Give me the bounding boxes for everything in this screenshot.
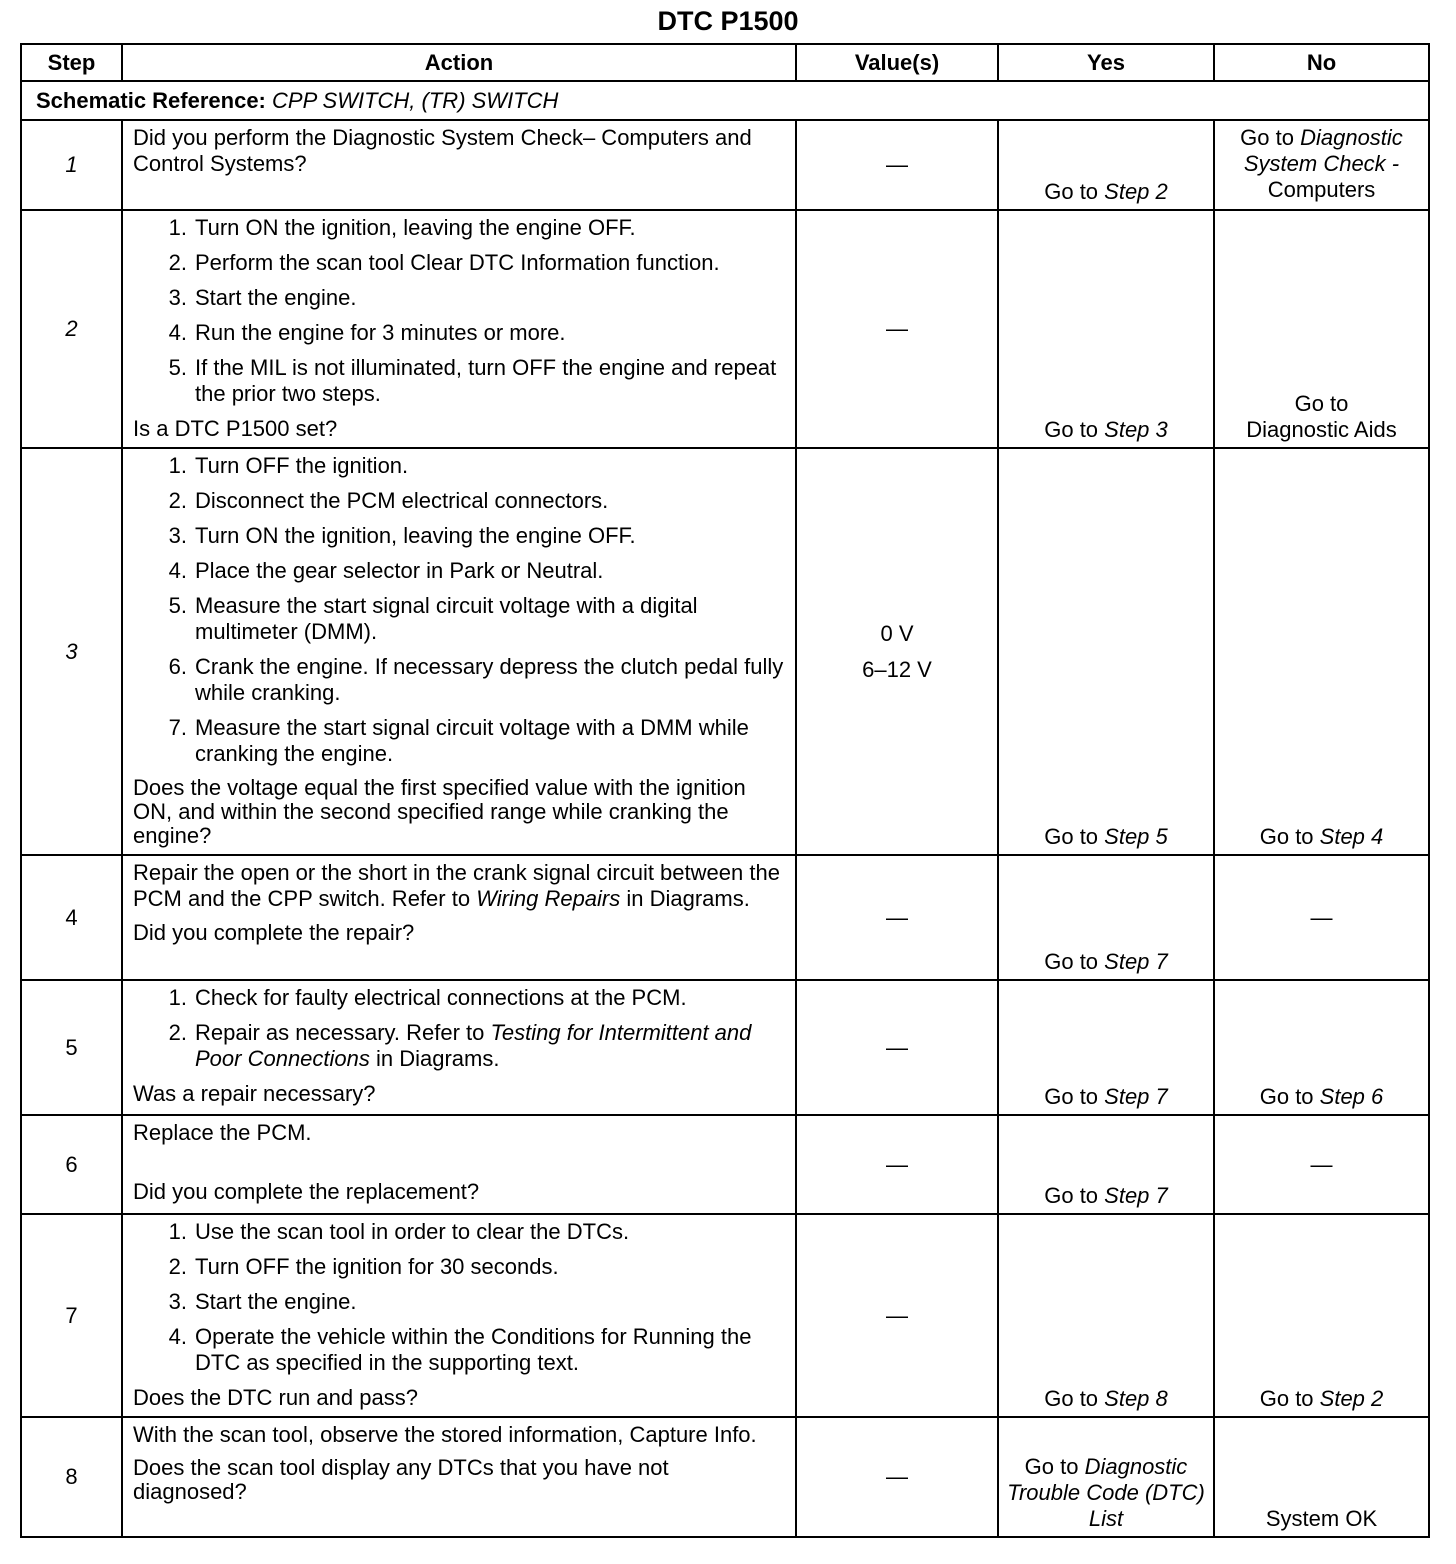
no-link[interactable]: Diagnostic System Check - (1243, 125, 1403, 176)
header-no: No (1214, 44, 1429, 81)
yes-cell: Go to Step 8 (998, 1214, 1214, 1417)
action-text: Did you perform the Diagnostic System Check– Computers and Control Systems? (133, 125, 752, 176)
no-link[interactable]: Step 6 (1319, 1084, 1384, 1109)
action-list (133, 453, 785, 767)
action-cell (122, 1214, 796, 1417)
table-row (21, 210, 1429, 448)
value-cell: — (796, 855, 998, 980)
no-cell: System OK (1214, 1417, 1429, 1537)
yes-cell: Go to Step 7 (998, 1115, 1214, 1214)
step-number: 5 (21, 980, 122, 1115)
list-item: 1. Turn OFF the ignition. (168, 453, 409, 478)
no-cell (1214, 120, 1429, 210)
list-item: 1. Check for faulty electrical connections at the PCM. (168, 985, 687, 1010)
list-item: 2. Turn OFF the ignition for 30 seconds. (168, 1254, 559, 1279)
yes-cell: Go to Step 3 (998, 210, 1214, 448)
value-cell: — (796, 1417, 998, 1537)
yes-link[interactable]: Step 8 (1104, 1386, 1168, 1411)
value-cell: — (796, 120, 998, 210)
action-text: Repair the open or the short in the crank signal circuit between the PCM and the CPP switch. Refer to Wiring Repairs in Diagrams. (133, 860, 780, 911)
action-question: Does the DTC run and pass? (133, 1385, 418, 1410)
no-cell: Go to Step 2 (1214, 1214, 1429, 1417)
yes-text: Go to (1044, 179, 1105, 204)
yes-link[interactable]: Step 7 (1104, 949, 1168, 974)
no-text: Go to (1240, 125, 1301, 150)
list-item: 4. Operate the vehicle within the Conditions for Running the DTC as specified in the supporting text. (168, 1324, 752, 1375)
step-number: 2 (21, 210, 122, 448)
list-item: 5. Measure the start signal circuit voltage with a digital multimeter (DMM). (168, 593, 698, 644)
table-row (21, 1417, 1429, 1537)
no-link[interactable]: Step 4 (1319, 824, 1384, 849)
schematic-reference (21, 81, 1429, 120)
action-text: With the scan tool, observe the stored information, Capture Info. (133, 1422, 757, 1447)
value-cell: — (796, 1214, 998, 1417)
action-question: Is a DTC P1500 set? (133, 416, 338, 441)
schematic-row (21, 81, 1429, 120)
step-number: 4 (21, 855, 122, 980)
header-step: Step (21, 44, 122, 81)
table-row (21, 1115, 1429, 1214)
value-second: 6–12 V (862, 656, 932, 682)
action-question: Was a repair necessary? (133, 1081, 376, 1106)
list-item: 3. Turn ON the ignition, leaving the engine OFF. (168, 523, 636, 548)
step-number: 7 (21, 1214, 122, 1417)
no-cell: — (1214, 855, 1429, 980)
yes-link[interactable]: Diagnostic Trouble Code (DTC) List (1007, 1454, 1205, 1531)
reference-link[interactable]: Testing for Intermittent and Poor Connections (195, 1020, 752, 1071)
yes-link[interactable]: Step 7 (1104, 1183, 1168, 1208)
no-cell[interactable]: Go to Diagnostic Aids (1214, 210, 1429, 448)
schematic-label: Schematic Reference: (36, 87, 266, 113)
list-item: 4. Place the gear selector in Park or Neutral. (168, 558, 604, 583)
step-number: 3 (21, 448, 122, 855)
no-cell: Go to Step 6 (1214, 980, 1429, 1115)
action-question: Did you complete the replacement? (133, 1179, 480, 1204)
header-values: Value(s) (796, 44, 998, 81)
reference-link[interactable]: Wiring Repairs (476, 886, 621, 911)
action-question: Did you complete the repair? (133, 920, 415, 945)
yes-link[interactable]: Step 7 (1104, 1084, 1168, 1109)
action-question: Does the scan tool display any DTCs that you have not diagnosed? (133, 1455, 669, 1504)
yes-cell: Go to Step 7 (998, 980, 1214, 1115)
action-cell (122, 980, 796, 1115)
no-link[interactable]: Step 2 (1319, 1386, 1384, 1411)
list-item: 4. Run the engine for 3 minutes or more. (168, 320, 566, 345)
step-number: 8 (21, 1417, 122, 1537)
step-number: 1 (21, 120, 122, 210)
list-item: 1. Use the scan tool in order to clear the DTCs. (168, 1219, 630, 1244)
value-first: 0 V (880, 620, 914, 646)
table-row (21, 448, 1429, 855)
list-item: 3. Start the engine. (168, 285, 357, 310)
header-yes: Yes (998, 44, 1214, 81)
action-cell (122, 448, 796, 855)
action-text: Replace the PCM. (133, 1120, 312, 1145)
list-item: 2. Repair as necessary. Refer to Testing for Intermittent and Poor Connections in Diagrams. (168, 1020, 752, 1071)
table-row (21, 120, 1429, 210)
table-row (21, 855, 1429, 980)
list-item: 1. Turn ON the ignition, leaving the engine OFF. (168, 215, 636, 240)
action-cell (122, 1115, 796, 1214)
value-cell: — (796, 1115, 998, 1214)
action-list (133, 985, 785, 1072)
list-item: 5. If the MIL is not illuminated, turn OFF the engine and repeat the prior two steps. (168, 355, 777, 406)
action-cell (122, 120, 796, 210)
list-item: 2. Disconnect the PCM electrical connectors. (168, 488, 609, 513)
action-cell (122, 210, 796, 448)
no-cell: — (1214, 1115, 1429, 1214)
header-action: Action (122, 44, 796, 81)
list-item: 2. Perform the scan tool Clear DTC Information function. (168, 250, 720, 275)
action-question: Does the voltage equal the first specified value with the ignition ON, and within the second specified range while cranking the engine? (133, 775, 746, 848)
action-list (133, 1219, 785, 1376)
yes-cell: Go to Diagnostic Trouble Code (DTC) List (998, 1417, 1214, 1537)
no-cell: Go to Step 4 (1214, 448, 1429, 855)
yes-cell: Go to Step 7 (998, 855, 1214, 980)
action-cell (122, 855, 796, 980)
action-list (133, 215, 785, 407)
list-item: 3. Start the engine. (168, 1289, 357, 1314)
yes-cell: Go to Step 5 (998, 448, 1214, 855)
value-cell: — (796, 980, 998, 1115)
table-row (21, 1214, 1429, 1417)
yes-cell (998, 120, 1214, 210)
step-number: 6 (21, 1115, 122, 1214)
action-cell (122, 1417, 796, 1537)
value-cell (796, 448, 998, 855)
yes-link[interactable]: Step 3 (1104, 417, 1168, 442)
list-item: 6. Crank the engine. If necessary depress the clutch pedal fully while cranking. (168, 654, 784, 705)
yes-link[interactable]: Step 5 (1104, 824, 1168, 849)
value-cell: — (796, 210, 998, 448)
page-title: DTC P1500 (657, 6, 799, 36)
yes-link[interactable]: Step 2 (1104, 179, 1168, 204)
no-text-suffix: Computers (1267, 177, 1376, 202)
diagnostic-table (20, 43, 1430, 1538)
list-item: 7. Measure the start signal circuit voltage with a DMM while cranking the engine. (168, 715, 749, 766)
header-row (21, 44, 1429, 81)
schematic-value: CPP SWITCH, (TR) SWITCH (272, 87, 559, 113)
table-row (21, 980, 1429, 1115)
